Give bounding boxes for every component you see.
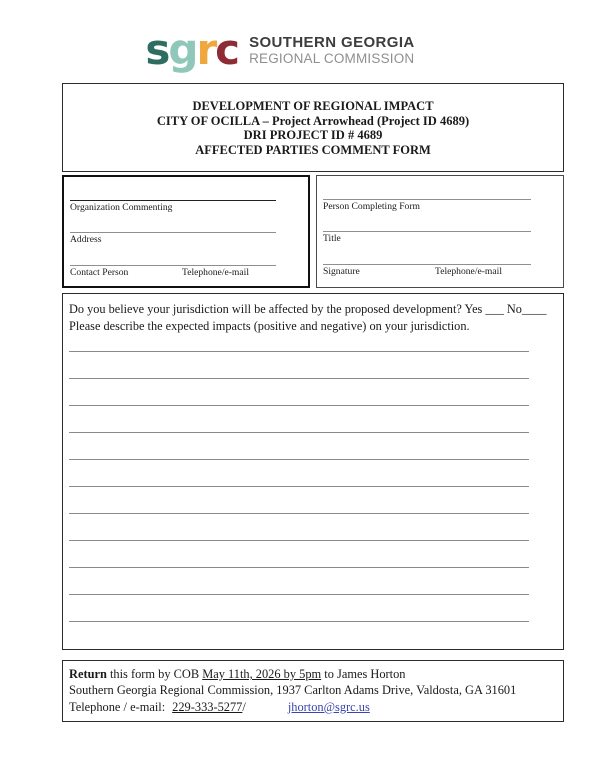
contact-person-line <box>70 265 276 266</box>
comment-ruled-line <box>69 334 529 352</box>
comment-ruled-line <box>69 352 529 379</box>
address-label2 <box>182 234 302 246</box>
phone-number: 229-333-5277 <box>172 699 243 714</box>
contact-label: Telephone / e-mail: <box>69 699 166 714</box>
signature-label: Signature <box>323 266 360 277</box>
comment-writing-lines <box>63 334 563 622</box>
logo-letter-c: c <box>215 25 239 74</box>
field-address <box>70 232 302 246</box>
comment-ruled-line <box>69 595 529 622</box>
comment-ruled-line <box>69 433 529 460</box>
signature-telephone-email-label: Telephone/e-mail <box>435 266 502 277</box>
comment-ruled-line <box>69 514 529 541</box>
return-text: this form by COB <box>106 667 203 681</box>
logo-org-subname: REGIONAL COMMISSION <box>249 51 415 66</box>
organization-commenting-label2 <box>182 202 302 214</box>
comment-section <box>62 293 564 650</box>
contact-person-label: Contact Person <box>70 267 129 278</box>
party-info-section <box>62 175 564 288</box>
return-bold-word: Return <box>69 667 107 681</box>
jurisdiction-question <box>63 301 563 334</box>
commenting-org-box <box>62 175 310 288</box>
logo-letter-r: r <box>196 25 216 74</box>
organization-commenting-line <box>70 200 276 201</box>
logo-org-name: SOUTHERN GEORGIA <box>249 34 415 51</box>
person-completing-form-label2 <box>435 201 557 213</box>
logo-letter-s: s <box>145 25 169 74</box>
comment-ruled-line <box>69 406 529 433</box>
comment-ruled-line <box>69 460 529 487</box>
field-title <box>323 231 557 245</box>
title-line-project-id: DRI PROJECT ID # 4689 <box>243 128 383 143</box>
title-line-dri: DEVELOPMENT OF REGIONAL IMPACT <box>192 99 434 113</box>
contact-telephone-email-label: Telephone/e-mail <box>182 267 249 278</box>
title-field-line <box>323 231 531 232</box>
return-instructions-box <box>62 660 564 722</box>
title-line-form-name: AFFECTED PARTIES COMMENT FORM <box>195 142 431 157</box>
address-line <box>70 232 276 233</box>
logo-letter-g: g <box>168 25 197 74</box>
person-completing-form-line <box>323 199 531 200</box>
return-instruction-line <box>69 666 555 682</box>
sgrc-logo-text <box>249 34 415 66</box>
title-field-label2 <box>435 233 557 245</box>
person-completing-form-label: Person Completing Form <box>323 201 421 212</box>
contact-line <box>69 699 555 715</box>
jurisdiction-question-line1: Do you believe your jurisdiction will be affected by the proposed development? Yes ___ No____ <box>69 302 547 316</box>
comment-ruled-line <box>69 541 529 568</box>
comment-ruled-line <box>69 379 529 406</box>
sgrc-address-line: Southern Georgia Regional Commission, 1937 Carlton Adams Drive, Valdosta, GA 31601 <box>69 683 517 698</box>
email-link[interactable]: jhorton@sgrc.us <box>287 699 370 714</box>
jurisdiction-question-line2: Please describe the expected impacts (positive and negative) on your jurisdiction. <box>69 318 470 333</box>
form-page <box>62 83 564 722</box>
field-person-completing-form <box>323 199 557 213</box>
sgrc-logo-acronym <box>145 25 239 74</box>
comment-ruled-line <box>69 568 529 595</box>
field-signature <box>323 264 557 278</box>
signature-line <box>323 264 531 265</box>
phone-separator: / <box>242 699 246 714</box>
person-completing-box <box>316 175 564 288</box>
field-organization-commenting <box>70 200 302 214</box>
form-title-block <box>62 83 564 172</box>
return-deadline: May 11th, 2026 by 5pm <box>202 667 322 681</box>
return-recipient: to James Horton <box>321 667 406 681</box>
sgrc-logo <box>0 25 580 74</box>
organization-commenting-label: Organization Commenting <box>70 202 173 213</box>
title-line-project: CITY OF OCILLA – Project Arrowhead (Project ID 4689) <box>156 113 470 128</box>
field-contact-person <box>70 265 302 279</box>
comment-ruled-line <box>69 487 529 514</box>
title-field-label: Title <box>323 233 341 244</box>
address-label: Address <box>70 234 102 245</box>
